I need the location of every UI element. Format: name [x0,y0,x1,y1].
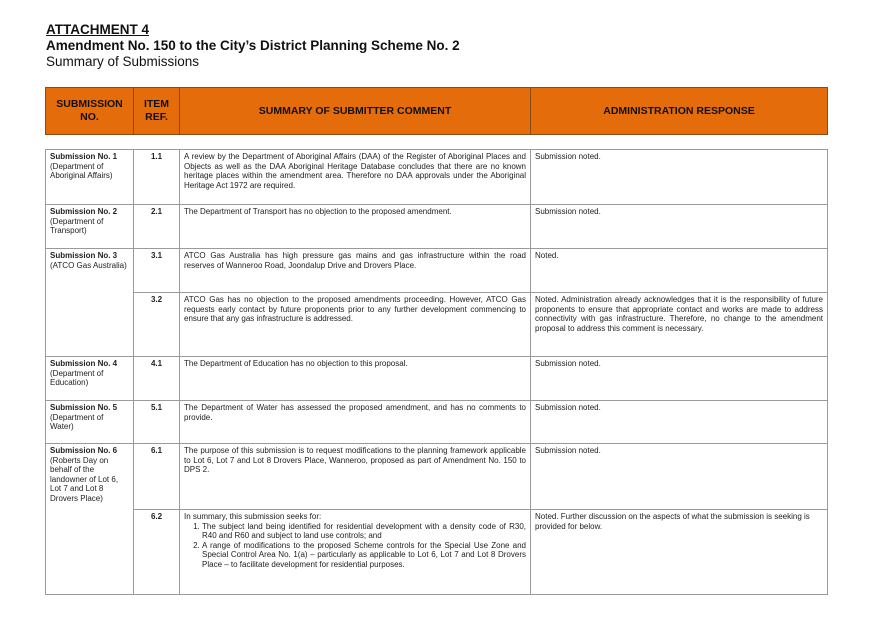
submission-number: Submission No. 5 [50,403,118,412]
amendment-title: Amendment No. 150 to the City’s District Planning Scheme No. 2 [46,38,460,53]
item-ref: 6.1 [134,444,180,510]
submission-cell [46,444,134,595]
response-cell: Noted. Further discussion on the aspects of what the submission is seeking is provided for below. [531,510,828,595]
comment-header: SUMMARY OF SUBMITTER COMMENT [180,88,531,135]
comment-cell: ATCO Gas Australia has high pressure gas mains and gas infrastructure within the road reserves of Wanneroo Road, Joondalup Drive and Drovers Place. [180,249,531,293]
submitter-name: (ATCO Gas Australia) [50,260,127,270]
item-ref: 1.1 [134,150,180,205]
submission-number: Submission No. 4 [50,359,118,368]
item-ref-header: ITEM REF. [134,88,180,135]
table-row [46,249,828,293]
list-item: 2. A range of modifications to the proposed Scheme controls for the Special Use Zone and Special Control Area No. 1(a) – particularly as applicable to Lot 6, Lot 7 and Lot 8 Drovers Place – to facilitate development for residential purposes. [202,541,526,570]
comment-cell: The Department of Water has assessed the proposed amendment, and has no comments to provide. [180,401,531,444]
response-cell: Submission noted. [531,444,828,510]
submissions-table [45,149,828,595]
comment-cell: The purpose of this submission is to request modifications to the planning framework applicable to Lot 6, Lot 7 and Lot 8 Drovers Place, Wanneroo, proposed as part of Amendment No. 150 to DPS 2. [180,444,531,510]
summary-title: Summary of Submissions [46,54,200,69]
response-cell: Submission noted. [531,205,828,249]
attachment-label: ATTACHMENT 4 [46,22,149,37]
document-header [46,22,460,70]
comment-list [184,522,526,570]
response-header: ADMINISTRATION RESPONSE [531,88,828,135]
comment-cell [180,510,531,595]
item-ref: 4.1 [134,357,180,401]
submitter-name: (Department of Water) [50,412,104,432]
comment-cell: The Department of Education has no objection to this proposal. [180,357,531,401]
response-cell: Submission noted. [531,401,828,444]
submitter-name: (Department of Transport) [50,216,104,236]
response-cell: Noted. [531,249,828,293]
table-row [46,444,828,510]
comment-intro: In summary, this submission seeks for: [184,512,322,521]
table-row [46,357,828,401]
list-item: 1. The subject land being identified for residential development with a density code of R30, R40 and R60 and subject to land use controls; and [202,522,526,541]
submission-number: Submission No. 3 [50,251,118,260]
table-row [46,510,828,595]
submission-cell [46,205,134,249]
submission-number: Submission No. 2 [50,207,118,216]
item-ref: 5.1 [134,401,180,444]
submission-number: Submission No. 1 [50,152,118,161]
submission-cell [46,150,134,205]
table-row [46,401,828,444]
item-ref: 3.2 [134,293,180,357]
response-cell: Submission noted. [531,150,828,205]
response-cell: Submission noted. [531,357,828,401]
comment-cell: ATCO Gas has no objection to the proposed amendments proceeding. However, ATCO Gas requests early contact by future proponents prior to any further development commencing to ensure that any gas infrastructure is addressed. [180,293,531,357]
table-row [46,205,828,249]
column-header-table [45,87,828,135]
submitter-name: (Department of Education) [50,368,104,388]
submitter-name: (Department of Aboriginal Affairs) [50,161,113,181]
submission-no-header: SUBMISSION NO. [46,88,134,135]
item-ref: 2.1 [134,205,180,249]
comment-cell: A review by the Department of Aboriginal Affairs (DAA) of the Register of Aboriginal Places and Objects as well as the DAA Aboriginal Heritage Database concludes that there are no known heritage places within the amendment area. Therefore no DAA approvals under the Aboriginal Heritage Act 1972 are required. [180,150,531,205]
submission-cell [46,249,134,357]
comment-cell: The Department of Transport has no objection to the proposed amendment. [180,205,531,249]
table-row [46,150,828,205]
submitter-name: (Roberts Day on behalf of the landowner of Lot 6, Lot 7 and Lot 8 Drovers Place) [50,455,119,503]
item-ref: 3.1 [134,249,180,293]
table-row [46,293,828,357]
response-cell: Noted. Administration already acknowledges that it is the responsibility of future proponents to ensure that appropriate contact and works are made to address connectivity with gas infrastructure. Therefore, no change to the amendment proposal to address this comment is necessary. [531,293,828,357]
submission-cell [46,357,134,401]
submission-number: Submission No. 6 [50,446,118,455]
submission-cell [46,401,134,444]
item-ref: 6.2 [134,510,180,595]
